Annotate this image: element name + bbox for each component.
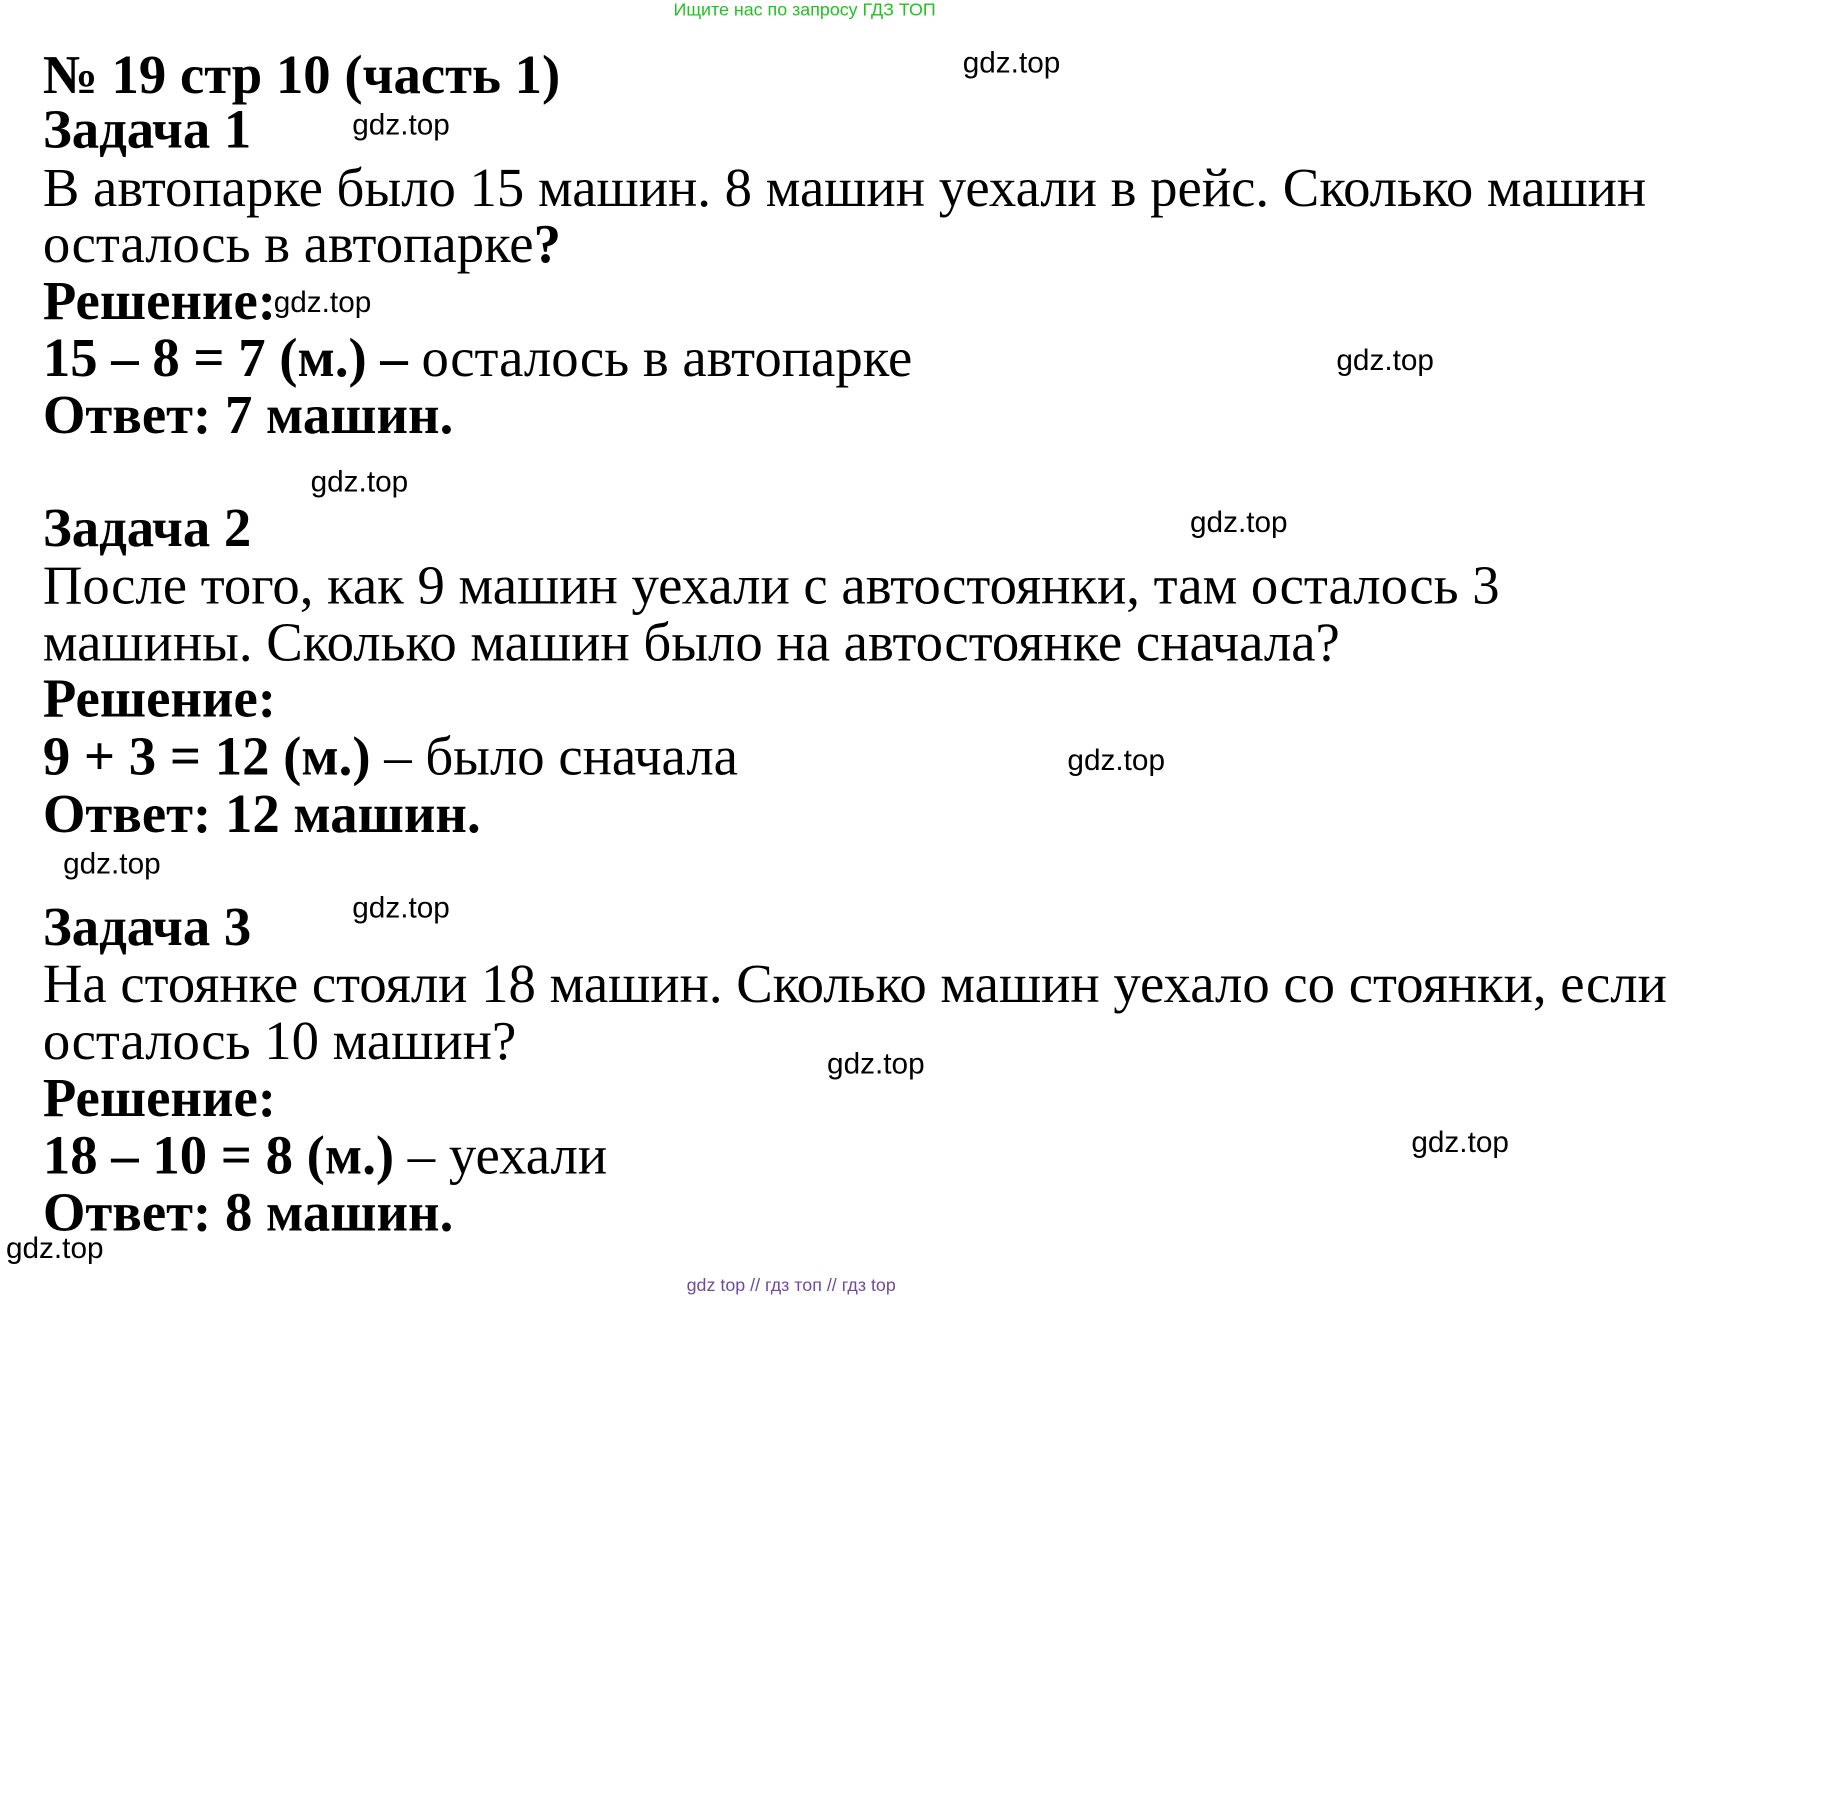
task-2-problem-line-2: машины. Сколько машин было на автостоянке сначала? — [42, 611, 1340, 673]
watermark: gdz.top — [5, 1231, 104, 1265]
task-1-problem-line-2 — [43, 212, 561, 275]
page-title: № 19 стр 10 (часть 1) — [42, 44, 561, 105]
watermark: gdz.top — [63, 847, 161, 881]
task-3-equation-line — [43, 1123, 607, 1186]
task-1-question-mark: ? — [533, 213, 561, 274]
watermark: gdz.top — [273, 285, 372, 319]
top-banner: Ищите нас по запросу ГДЗ ТОП — [673, 0, 936, 21]
task-2-equation-note: – было сначала — [370, 725, 738, 787]
task-3-heading: Задача 3 — [42, 896, 252, 957]
task-3-solution-label: Решение: — [42, 1067, 276, 1129]
task-3-problem-line-1: На стоянке стояли 18 машин. Сколько машин уехало со стоянки, если — [42, 953, 1667, 1014]
task-2-solution-label: Решение: — [42, 667, 276, 729]
watermark: gdz.top — [1411, 1125, 1509, 1160]
watermark: gdz.top — [1067, 743, 1166, 778]
task-2-equation-line — [43, 725, 738, 788]
watermark: gdz.top — [1190, 505, 1288, 540]
task-1-solution-label: Решение: — [42, 270, 276, 331]
task-2-heading: Задача 2 — [42, 497, 252, 559]
footer-banner: gdz top // гдз топ // гдз top — [686, 1275, 896, 1296]
task-3-answer: Ответ: 8 машин. — [42, 1181, 454, 1243]
task-2-answer: Ответ: 12 машин. — [42, 783, 481, 844]
watermark: gdz.top — [827, 1047, 925, 1081]
task-3-equation-note: – уехали — [394, 1124, 608, 1186]
task-1-problem-line-1: В автопарке было 15 машин. 8 машин уехали в рейс. Сколько машин — [42, 157, 1647, 218]
task-3-problem-line-2: осталось 10 машин? — [42, 1010, 517, 1071]
task-3-equation: 18 – 10 = 8 (м.) — [42, 1124, 395, 1186]
task-1-equation-line — [43, 326, 912, 389]
task-1-problem-line-2-text: осталось в автопарке — [42, 213, 534, 274]
task-2-problem-line-1: После того, как 9 машин уехали с автостоянки, там осталось 3 — [42, 554, 1500, 616]
watermark: gdz.top — [352, 108, 450, 142]
task-1-answer: Ответ: 7 машин. — [42, 384, 454, 446]
watermark: gdz.top — [1336, 343, 1434, 378]
watermark: gdz.top — [310, 465, 409, 499]
task-1-heading: Задача 1 — [42, 98, 252, 160]
task-1-equation-note: осталось в автопарке — [407, 327, 913, 388]
watermark: gdz.top — [962, 46, 1061, 80]
task-1-equation: 15 – 8 = 7 (м.) – — [42, 327, 408, 388]
task-2-equation: 9 + 3 = 12 (м.) — [42, 725, 371, 787]
watermark: gdz.top — [352, 891, 450, 925]
